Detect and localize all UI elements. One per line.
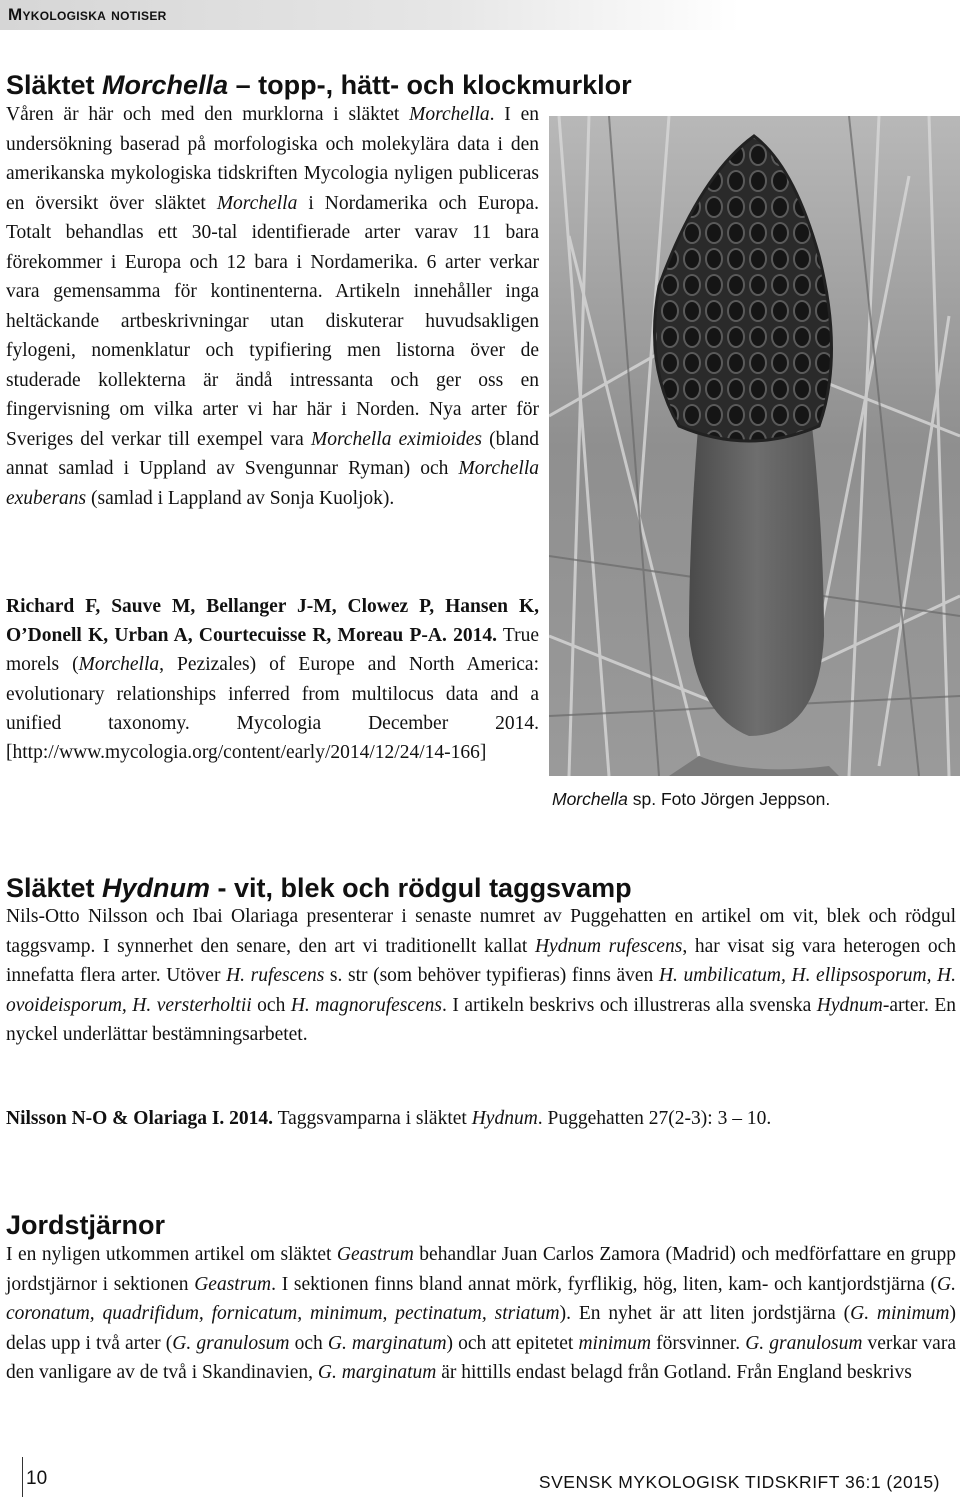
text-run: Taggsvamparna i släktet [273,1108,472,1129]
text-run: Morchella [78,654,160,676]
caption-genus: Morchella [552,789,628,809]
text-run: G. coronatum, quadrifidum, fornicatum, minimum, pectinatum, striatum [6,1273,956,1324]
hydnum-body [6,902,956,1050]
text-run: Nilsson N-O & Olariaga I. 2014. [6,1108,274,1129]
text-run: (bland annat samlad i Uppland av Svengunnar Ryman) och [6,428,539,479]
hydnum-heading-pre: Släktet [6,873,103,903]
text-run: , Pezizales) of Europe and North America: evolutionary relationships inferred from multilocus data and a unified taxonomy. Mycologia December 2014. [http://www.mycologia.org/content/early/2014/12/24/14-166] [6,654,539,764]
text-run: G. minimum [850,1303,950,1324]
text-run: . I artikeln beskrivs och illustreras alla svenska [442,994,817,1016]
text-run: är hittills endast belagd från Gotland. Från England beskrivs [436,1362,912,1383]
text-run: och [289,1332,328,1354]
text-run: ) delas upp i två arter ( [6,1303,956,1354]
text-run: G. granulosum [172,1332,290,1354]
morchella-heading-pre: Släktet [6,70,103,100]
text-run: behandlar Juan Carlos Zamora (Madrid) och medförfattare en grupp jordstjärnor i sektionen [6,1244,956,1295]
text-run: verkar vara den vanligare av de två i Skandinavien, [6,1332,956,1383]
jordstjarnor-body [6,1240,956,1388]
text-run: I en nyligen utkommen artikel om släktet [6,1244,337,1265]
text-run: -arter. En nyckel underlättar bestämningsarbetet. [6,994,956,1045]
text-run: och [251,994,291,1016]
text-run: H. rufescens [226,965,325,986]
morchella-photo [549,116,960,776]
text-run: ) och att epitetet [446,1332,579,1354]
morchella-heading-post: – topp-, hätt- och klockmurklor [228,70,632,100]
text-run: . I en undersökning baserad på morfologiska och molekylära data i den amerikanska mykologiska tidskriften Mycologia nyligen publiceras en översikt över släktet [6,104,539,214]
text-run: Nils-Otto Nilsson och Ibai Olariaga presenterar i senaste numret av Puggehatten en artikel om vit, blek och rödgul taggsvamp. I synnerhet den senare, den art vi traditionellt kallat [6,906,956,957]
hydnum-heading [6,871,632,905]
hydnum-heading-post: - vit, blek och rödgul taggsvamp [210,873,632,903]
text-run: . Puggehatten 27(2-3): 3 – 10. [537,1108,772,1129]
morchella-heading-genus: Morchella [102,70,229,100]
text-run: G. marginatum [317,1362,437,1383]
text-run: minimum [578,1332,652,1354]
text-run: H. umbilicatum, H. ellipsosporum, H. ovoideisporum, H. versterholtii [6,965,957,1016]
text-run: Geastrum [194,1273,272,1295]
text-run: Hydnum [471,1108,538,1129]
text-run: Morchella [216,192,298,214]
page-number: 10 [26,1468,48,1489]
journal-name: SVENSK MYKOLOGISK TIDSKRIFT 36:1 (2015) [538,1472,940,1492]
text-run: Hydnum [816,994,883,1016]
jordstjarnor-heading: Jordstjärnor [6,1210,166,1240]
hydnum-heading-genus: Hydnum [102,873,211,903]
text-run: Hydnum rufescens [534,935,683,957]
photo-caption [552,789,830,810]
text-run: . I sektionen finns bland annat mörk, fyrflikig, hög, liten, kam- och kantjordstjärna ( [271,1273,938,1295]
footer-divider [22,1457,23,1497]
text-run: Morchella eximioides [310,428,482,450]
morchella-body [6,100,539,513]
text-run: True morels ( [6,625,539,676]
text-run: , har visat sig vara heterogen och innefatta flera arter. Utöver [6,935,957,986]
morchella-heading [6,68,632,102]
text-run: s. str (som behöver typifieras) finns även [324,965,659,986]
text-run: Morchella exuberans [6,458,539,509]
text-run: Våren är här och med den murklorna i släktet [6,104,410,125]
text-run: i Nordamerika och Europa. Totalt behandlas ett 30-tal identifierade arter varav 11 bara förekommer i Europa och 12 bara i Nordamerika. 6 arter verkar vara gemensamma för kontinenterna. Artikeln innehåller inga heltäckande artbeskrivningar utan diskuterar huvudsakligen fylogeni, nomenklatur och typifiering men listorna över de studerade kollekterna är ändå intressanta och ger oss en fingervisning om vilka arter vi har här i Norden. Nya arter för Sveriges del verkar till exempel vara [6,192,539,450]
text-run: G. marginatum [327,1332,447,1354]
text-run: ). En nyhet är att liten jordstjärna ( [559,1303,851,1324]
section-header-label: Mykologiska notiser [8,5,167,24]
text-run: H. magnorufescens [290,994,443,1016]
caption-rest: sp. Foto Jörgen Jeppson. [627,789,831,809]
text-run: G. granulosum [745,1332,863,1354]
text-run: Geastrum [336,1244,414,1265]
text-run: Richard F, Sauve M, Bellanger J-M, Clowez P, Hansen K, O’Donell K, Urban A, Courtecuisse R, Moreau P-A. 2014. [6,596,539,647]
hydnum-reference [6,1104,771,1133]
text-run: försvinner. [651,1332,746,1354]
text-run: Morchella [409,104,490,125]
text-run: (samlad i Lappland av Sonja Kuoljok). [86,487,395,509]
morchella-reference [6,592,539,767]
